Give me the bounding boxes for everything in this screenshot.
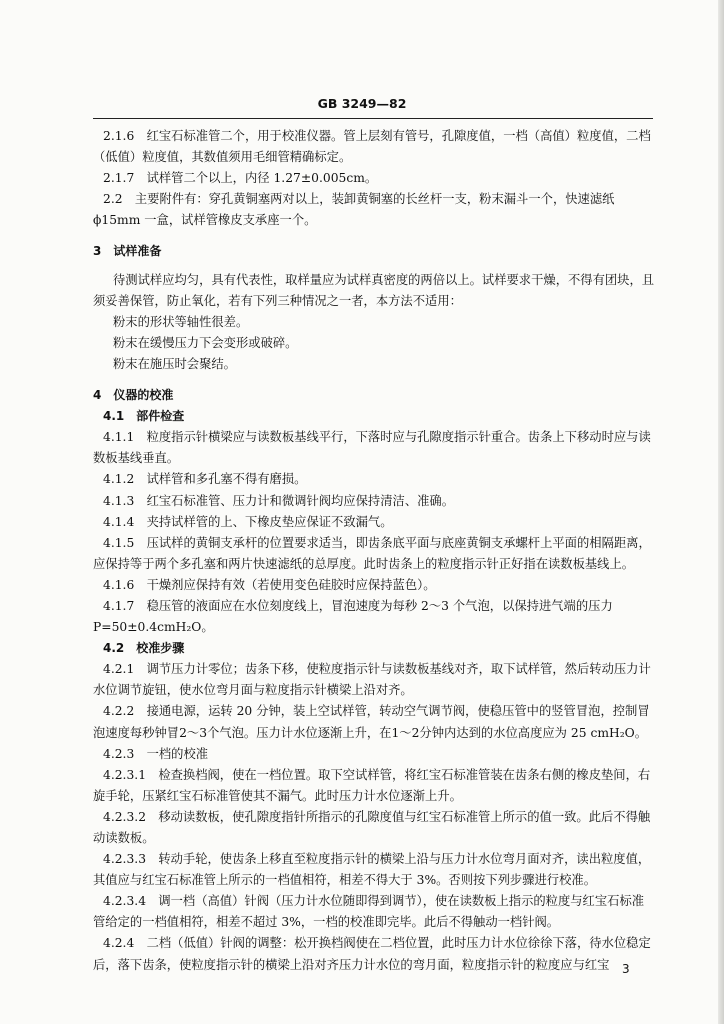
clause-4-1-2: 4.1.2 试样管和多孔塞不得有磨损。	[103, 472, 307, 487]
clause-2-2: 2.2 主要附件有：穿孔黄铜塞两对以上，装卸黄铜塞的长丝杆一支，粉末漏斗一个，快速滤纸 ϕ15mm 一盒，试样管橡皮支承座一个。	[93, 192, 615, 228]
scan-edge-shadow	[718, 0, 724, 1024]
condition-item-3: 粉末在施压时会聚结。	[113, 356, 236, 371]
clause-4-2-3-2: 4.2.3.2 移动读数板，使孔隙度指针所指示的孔隙度值与红宝石标准管上所示的值一致。此后不得触动读数板。	[93, 809, 651, 845]
header-rule	[93, 118, 653, 119]
document-body	[93, 126, 655, 976]
clause-4-2-3: 4.2.3 一档的校准	[103, 746, 209, 761]
clause-2-1-6: 2.1.6 红宝石标准管二个，用于校准仪器。管上层刻有管号，孔隙度值，一档（高值）粒度值，二档（低值）粒度值，其数值须用毛细管精确标定。	[93, 129, 651, 165]
clause-4-1-4: 4.1.4 夹持试样管的上、下橡皮垫应保证不致漏气。	[103, 514, 393, 529]
clause-4-2-4: 4.2.4 二档（低值）针阀的调整：松开换档阀使在二档位置，此时压力计水位徐徐下落，待水位稳定后，落下齿条，使粒度指示针的横梁上沿对齐压力计水位的弯月面，粒度指示针的粒度应与红宝	[93, 936, 651, 972]
clause-4-1-7: 4.1.7 稳压管的液面应在水位刻度线上，冒泡速度为每秒 2～3 个气泡，以保持进气端的压力 P=50±0.4cmH₂O。	[93, 598, 613, 635]
clause-4-1-1: 4.1.1 粒度指示针横梁应与读数板基线平行，下落时应与孔隙度指示针重合。齿条上下移动时应与读数板基线垂直。	[93, 430, 651, 466]
page-number: 3	[622, 962, 630, 976]
section-4-2-title: 4.2 校准步骤	[103, 641, 185, 656]
clause-2-1-7: 2.1.7 试样管二个以上，内径 1.27±0.005cm。	[103, 171, 378, 186]
clause-4-2-3-4: 4.2.3.4 调一档（高值）针阀（压力计水位随即得到调节），使在读数板上指示的粒度与红宝石标准管给定的一档值相符，相差不超过 3%，一档的校准即完毕。此后不得触动一档针阀。	[93, 894, 645, 930]
clause-4-1-5: 4.1.5 压试样的黄铜支承杆的位置要求适当，即齿条底平面与底座黄铜支承螺杆上平面的相隔距离，应保持等于两个多孔塞和两片快速滤纸的总厚度。此时齿条上的粒度指示针正好指在读数板基线上。	[93, 535, 651, 571]
clause-4-1-6: 4.1.6 干燥剂应保持有效（若使用变色硅胶时应保持蓝色）。	[103, 577, 436, 592]
condition-item-2: 粉末在缓慢压力下会变形或破碎。	[113, 335, 298, 350]
standard-code-header: GB 3249—82	[317, 96, 407, 111]
section-4-title: 4 仪器的校准	[93, 388, 174, 403]
clause-4-2-2: 4.2.2 接通电源，运转 20 分钟，装上空试样管，转动空气调节阀，使稳压管中的竖管冒泡，控制冒泡速度每秒钟冒2～3个气泡。压力计水位逐渐上升，在1～2分钟内达到的水位高度应为 25 cmH₂O。	[93, 704, 650, 740]
clause-4-1-3: 4.1.3 红宝石标准管、压力计和微调针阀均应保持清洁、准确。	[103, 493, 455, 508]
clause-4-2-3-3: 4.2.3.3 转动手轮，使齿条上移直至粒度指示针的横梁上沿与压力计水位弯月面对齐，读出粒度值，其值应与红宝石标准管上所示的一档值相符，相差不得大于 3%。否则按下列步骤进行校准。	[93, 852, 651, 888]
condition-item-1: 粉末的形状等轴性很差。	[113, 314, 249, 329]
section-3-title: 3 试样准备	[93, 244, 162, 259]
section-3-paragraph: 待测试样应均匀，具有代表性，取样量应为试样真密度的两倍以上。试样要求干燥，不得有团块，且须妥善保管，防止氧化，若有下列三种情况之一者，本方法不适用：	[93, 272, 655, 308]
section-4-1-title: 4.1 部件检查	[103, 409, 185, 424]
clause-4-2-1: 4.2.1 调节压力计零位；齿条下移，使粒度指示针与读数板基线对齐，取下试样管，然后转动压力计水位调节旋钮，使水位弯月面与粒度指示针横梁上沿对齐。	[93, 662, 651, 698]
clause-4-2-3-1: 4.2.3.1 检查换档阀，使在一档位置。取下空试样管，将红宝石标准管装在齿条右侧的橡皮垫间，右旋手轮，压紧红宝石标准管使其不漏气。此时压力计水位逐渐上升。	[93, 767, 651, 803]
